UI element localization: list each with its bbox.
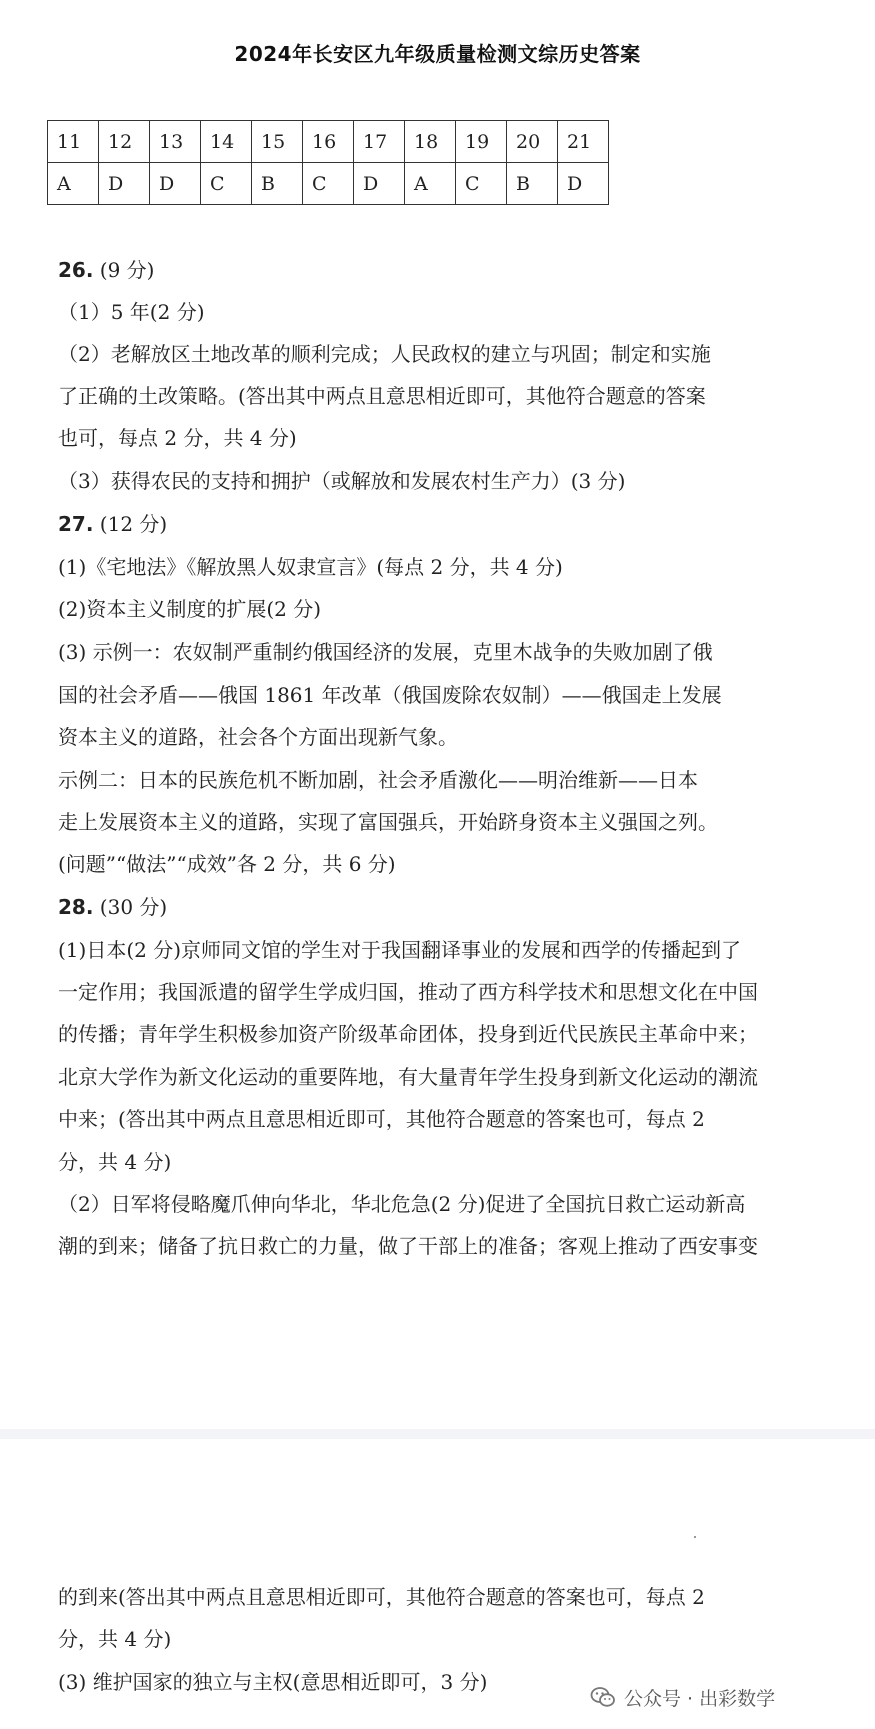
answer-line: 了正确的土改策略。(答出其中两点且意思相近即可，其他符合题意的答案 [58, 384, 706, 408]
question-score: (9 分) [99, 258, 155, 282]
answer-line: 走上发展资本主义的道路，实现了富国强兵，开始跻身资本主义强国之列。 [58, 810, 718, 834]
answer-table-number-row [48, 121, 609, 163]
document-title: 2024年长安区九年级质量检测文综历史答案 [234, 42, 641, 66]
question-27-header [58, 512, 818, 536]
answer-table-answer-row [48, 163, 609, 205]
answer-line: （2）日军将侵略魔爪伸向华北，华北危急(2 分)促进了全国抗日救亡运动新高 [58, 1192, 746, 1216]
watermark-text: 公众号 · 出彩数学 [624, 1687, 776, 1710]
answer-cell: D [354, 163, 405, 205]
answer-line: (3) 示例一：农奴制严重制约俄国经济的发展，克里木战争的失败加剧了俄 [58, 640, 713, 664]
question-number-cell: 21 [558, 121, 609, 163]
answer-line: 示例二：日本的民族危机不断加剧，社会矛盾激化——明治维新——日本 [58, 768, 698, 792]
answer-line: (2)资本主义制度的扩展(2 分) [58, 597, 322, 621]
answer-table [47, 120, 609, 205]
answer-line: 分，共 4 分) [58, 1150, 172, 1174]
answer-line: 的到来(答出其中两点且意思相近即可，其他符合题意的答案也可，每点 2 [58, 1585, 705, 1609]
question-number: 27. [58, 512, 94, 536]
question-number-cell: 19 [456, 121, 507, 163]
question-number-cell: 18 [405, 121, 456, 163]
answer-line: 分，共 4 分) [58, 1627, 172, 1651]
answer-line: 资本主义的道路，社会各个方面出现新气象。 [58, 725, 458, 749]
answer-line: 的传播；青年学生积极参加资产阶级革命团体，投身到近代民族民主革命中来； [58, 1022, 758, 1046]
question-number-cell: 20 [507, 121, 558, 163]
page-separator [0, 1429, 875, 1439]
answer-line: (3) 维护国家的独立与主权(意思相近即可，3 分) [58, 1670, 488, 1694]
answer-line: (问题”“做法”“成效”各 2 分，共 6 分) [58, 852, 396, 876]
answer-cell: D [150, 163, 201, 205]
question-number-cell: 17 [354, 121, 405, 163]
question-number-cell: 11 [48, 121, 99, 163]
answer-cell: C [456, 163, 507, 205]
wechat-watermark [590, 1682, 775, 1712]
answer-line: 国的社会矛盾——俄国 1861 年改革（俄国废除农奴制）——俄国走上发展 [58, 683, 722, 707]
answer-line: （1）5 年(2 分) [58, 300, 205, 324]
answer-line: （2）老解放区土地改革的顺利完成；人民政权的建立与巩固；制定和实施 [58, 342, 711, 366]
answer-cell: C [201, 163, 252, 205]
question-number-cell: 13 [150, 121, 201, 163]
answer-line: 中来；(答出其中两点且意思相近即可，其他符合题意的答案也可，每点 2 [58, 1107, 705, 1131]
answer-line: （3）获得农民的支持和拥护（或解放和发展农村生产力）(3 分) [58, 469, 626, 493]
answer-cell: B [252, 163, 303, 205]
question-number: 28. [58, 895, 94, 919]
answer-line: 也可，每点 2 分，共 4 分) [58, 426, 297, 450]
question-number-cell: 14 [201, 121, 252, 163]
question-score: (30 分) [99, 895, 168, 919]
scan-speck [694, 1536, 696, 1538]
question-number-cell: 15 [252, 121, 303, 163]
question-26-header [58, 258, 818, 282]
answer-cell: A [48, 163, 99, 205]
question-number: 26. [58, 258, 94, 282]
answer-cell: D [99, 163, 150, 205]
answer-cell: D [558, 163, 609, 205]
answer-line: 潮的到来；储备了抗日救亡的力量，做了干部上的准备；客观上推动了西安事变 [58, 1234, 758, 1258]
answer-cell: B [507, 163, 558, 205]
answer-cell: A [405, 163, 456, 205]
question-number-cell: 12 [99, 121, 150, 163]
question-28-header [58, 895, 818, 919]
question-score: (12 分) [99, 512, 168, 536]
answer-cell: C [303, 163, 354, 205]
answer-line: 一定作用；我国派遣的留学生学成归国，推动了西方科学技术和思想文化在中国 [58, 980, 758, 1004]
answer-line: (1)日本(2 分)京师同文馆的学生对于我国翻译事业的发展和西学的传播起到了 [58, 938, 742, 962]
wechat-icon [590, 1684, 616, 1710]
answer-line: 北京大学作为新文化运动的重要阵地，有大量青年学生投身到新文化运动的潮流 [58, 1065, 758, 1089]
answer-line: (1)《宅地法》《解放黑人奴隶宣言》(每点 2 分，共 4 分) [58, 555, 563, 579]
question-number-cell: 16 [303, 121, 354, 163]
